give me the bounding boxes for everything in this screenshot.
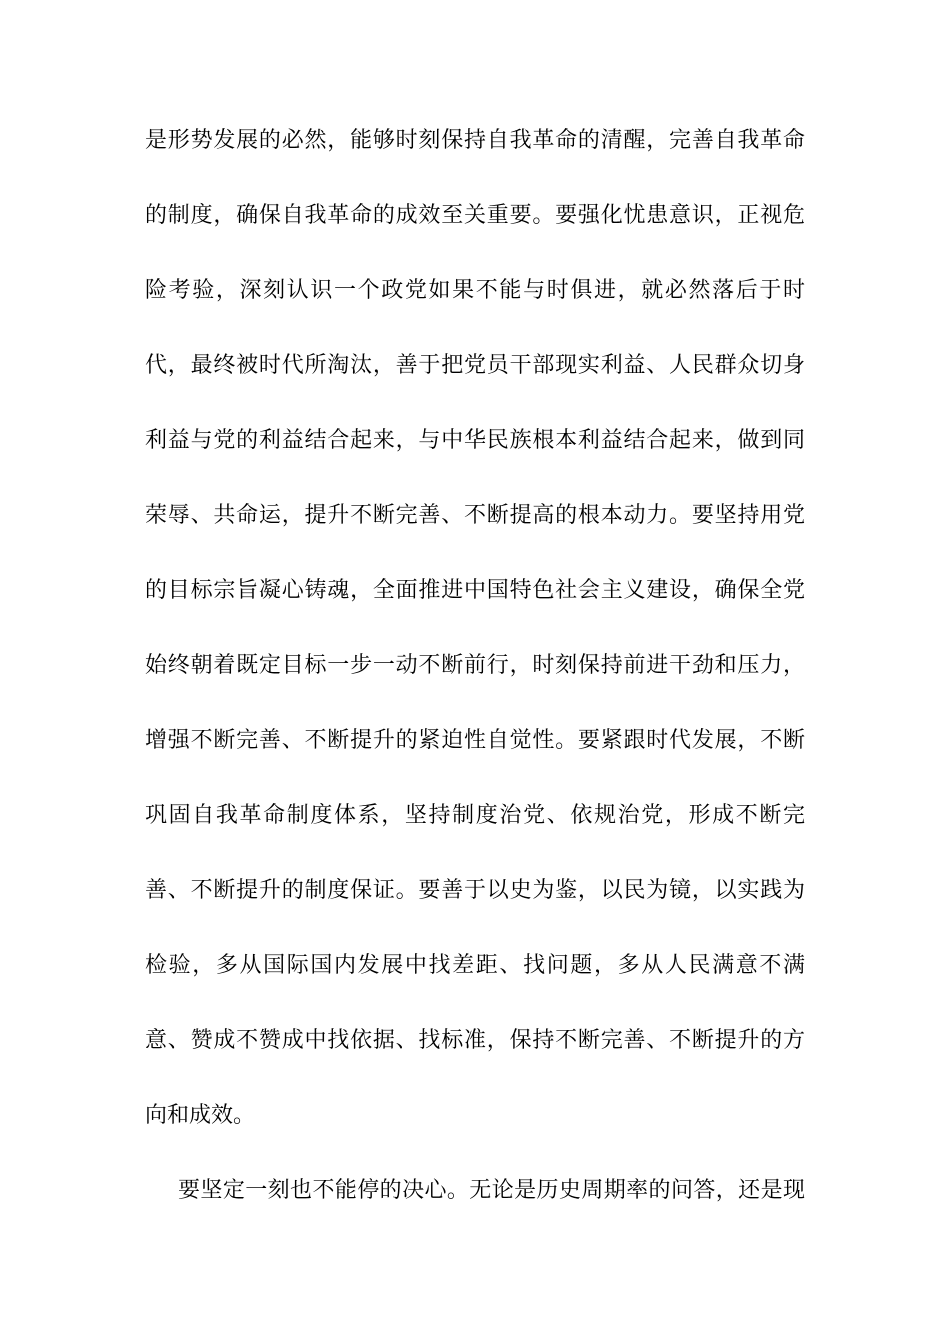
text-line: 险考验，深刻认识一个政党如果不能与时俱进，就必然落后于时 xyxy=(145,278,805,303)
text-line: 的制度，确保自我革命的成效至关重要。要强化忧患意识，正视危 xyxy=(145,203,805,228)
text-line: 检验，多从国际国内发展中找差距、找问题，多从人民满意不满 xyxy=(145,953,805,978)
text-line: 善、不断提升的制度保证。要善于以史为鉴，以民为镜，以实践为 xyxy=(145,878,805,903)
text-line: 要坚定一刻也不能停的决心。无论是历史周期率的问答，还是现 xyxy=(178,1178,805,1203)
paragraph-1 xyxy=(145,103,805,1153)
paragraph-2 xyxy=(145,1153,805,1228)
text-line: 向和成效。 xyxy=(145,1103,256,1128)
text-line: 代，最终被时代所淘汰，善于把党员干部现实利益、人民群众切身 xyxy=(145,353,805,378)
text-line: 始终朝着既定目标一步一动不断前行，时刻保持前进干劲和压力， xyxy=(145,653,805,678)
document-page xyxy=(145,103,805,1228)
text-line: 意、赞成不赞成中找依据、找标准，保持不断完善、不断提升的方 xyxy=(145,1028,805,1053)
text-line: 的目标宗旨凝心铸魂，全面推进中国特色社会主义建设，确保全党 xyxy=(145,578,805,603)
text-line: 增强不断完善、不断提升的紧迫性自觉性。要紧跟时代发展，不断 xyxy=(145,728,805,753)
text-line: 荣辱、共命运，提升不断完善、不断提高的根本动力。要坚持用党 xyxy=(145,503,805,528)
text-line: 是形势发展的必然，能够时刻保持自我革命的清醒，完善自我革命 xyxy=(145,128,805,153)
text-line: 巩固自我革命制度体系，坚持制度治党、依规治党，形成不断完 xyxy=(145,803,805,828)
text-line: 利益与党的利益结合起来，与中华民族根本利益结合起来，做到同 xyxy=(145,428,805,453)
